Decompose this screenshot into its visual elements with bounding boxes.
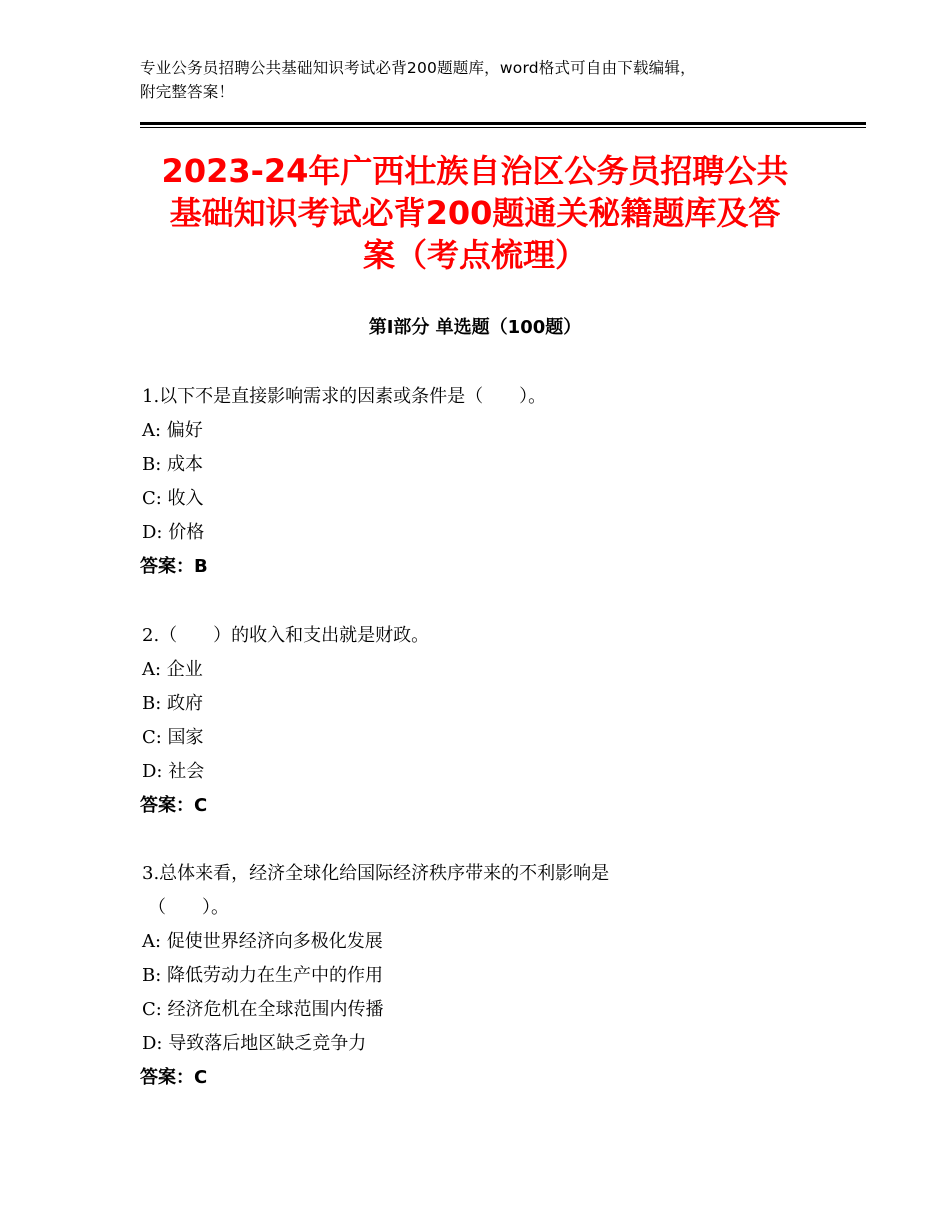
title-line2: 基础知识考试必背200题通关秘籍题库及答 bbox=[169, 194, 781, 232]
answer: 答案：B bbox=[140, 556, 208, 577]
document-title bbox=[120, 150, 830, 276]
header-rule-thick bbox=[140, 122, 866, 125]
option-d: D: 导致落后地区缺乏竞争力 bbox=[142, 1033, 367, 1054]
header-rule-thin bbox=[140, 127, 866, 128]
option-d: D: 社会 bbox=[142, 761, 205, 782]
option-a: A: 偏好 bbox=[142, 420, 203, 441]
option-b: B: 成本 bbox=[142, 454, 204, 475]
option-b: B: 政府 bbox=[142, 693, 204, 714]
header-note bbox=[140, 56, 830, 104]
answer: 答案：C bbox=[140, 795, 208, 816]
question-stem: 3.总体来看，经济全球化给国际经济秩序带来的不利影响是 bbox=[142, 863, 610, 884]
title-line3: 案（考点梳理） bbox=[362, 236, 587, 274]
question-stem-continued: （ ）。 bbox=[148, 897, 229, 918]
answer: 答案：C bbox=[140, 1067, 208, 1088]
option-c: C: 国家 bbox=[142, 727, 204, 748]
option-c: C: 收入 bbox=[142, 488, 204, 509]
section-title: 第Ⅰ部分 单选题（100题） bbox=[368, 317, 582, 338]
option-a: A: 促使世界经济向多极化发展 bbox=[142, 931, 383, 952]
option-d: D: 价格 bbox=[142, 522, 205, 543]
option-b: B: 降低劳动力在生产中的作用 bbox=[142, 965, 384, 986]
option-a: A: 企业 bbox=[142, 659, 203, 680]
question-stem: 2.（ ）的收入和支出就是财政。 bbox=[142, 625, 430, 646]
header-rule bbox=[140, 122, 866, 128]
question-1 bbox=[140, 380, 840, 584]
question-stem: 1.以下不是直接影响需求的因素或条件是（ ）。 bbox=[142, 386, 547, 407]
question-3 bbox=[140, 857, 840, 1095]
title-line1: 2023-24年广西壮族自治区公务员招聘公共 bbox=[161, 152, 789, 190]
option-c: C: 经济危机在全球范围内传播 bbox=[142, 999, 384, 1020]
question-2 bbox=[140, 619, 840, 823]
header-note-line1: 专业公务员招聘公共基础知识考试必背200题题库，word格式可自由下载编辑， bbox=[140, 59, 696, 77]
header-note-line2: 附完整答案！ bbox=[140, 83, 235, 101]
